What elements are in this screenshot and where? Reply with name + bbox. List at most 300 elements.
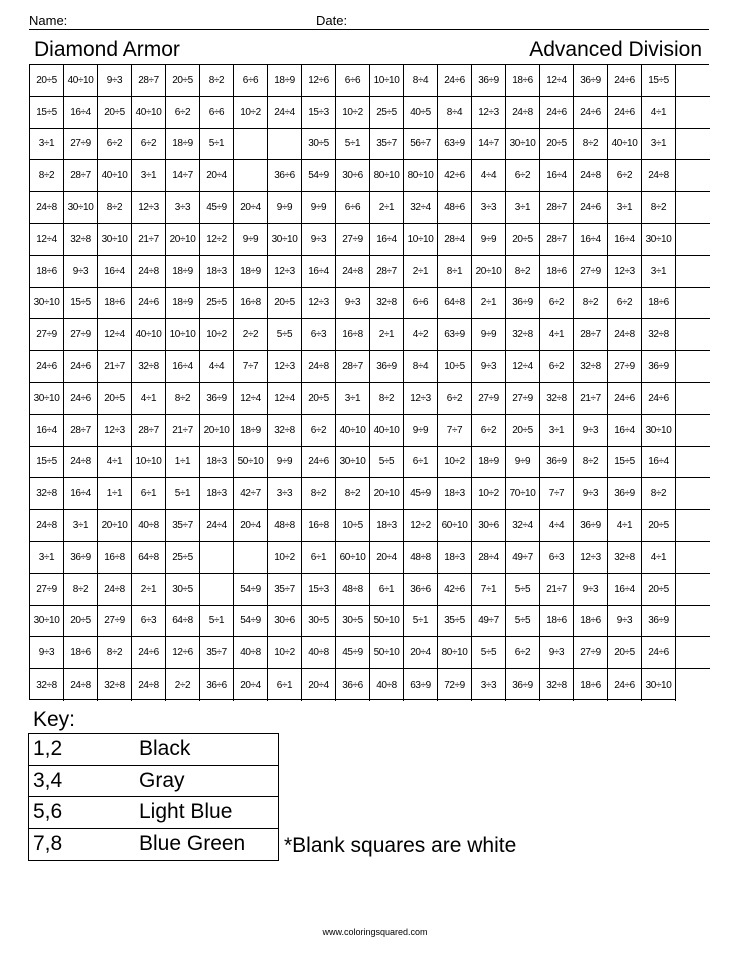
grid-cell: 5÷5 <box>268 319 302 351</box>
grid-cell: 35÷5 <box>438 606 472 638</box>
grid-cell: 10÷5 <box>438 351 472 383</box>
grid-cell: 8÷4 <box>404 351 438 383</box>
grid-cell: 24÷6 <box>540 97 574 129</box>
grid-cell: 63÷9 <box>438 319 472 351</box>
grid-cell: 24÷6 <box>574 192 608 224</box>
grid-cell: 24÷6 <box>608 97 642 129</box>
grid-cell: 32÷8 <box>540 383 574 415</box>
grid-cell: 30÷6 <box>268 606 302 638</box>
grid-cell: 35÷7 <box>268 574 302 606</box>
grid-cell: 4÷2 <box>404 319 438 351</box>
grid-cell: 2÷1 <box>370 192 404 224</box>
grid-cell: 54÷9 <box>234 574 268 606</box>
grid-cell: 14÷7 <box>472 129 506 161</box>
blank-grid-cell <box>676 288 710 320</box>
grid-cell: 80÷10 <box>438 637 472 669</box>
grid-cell: 10÷2 <box>336 97 370 129</box>
grid-cell: 48÷6 <box>438 192 472 224</box>
grid-cell: 18÷9 <box>472 447 506 479</box>
grid-cell: 27÷9 <box>64 129 98 161</box>
grid-cell: 9÷3 <box>574 574 608 606</box>
blank-grid-cell <box>200 574 234 606</box>
grid-cell: 12÷3 <box>574 542 608 574</box>
grid-cell: 4÷1 <box>132 383 166 415</box>
grid-cell: 28÷7 <box>540 224 574 256</box>
grid-cell: 36÷9 <box>608 478 642 510</box>
grid-cell: 4÷1 <box>540 319 574 351</box>
grid-cell: 8÷2 <box>98 192 132 224</box>
grid-cell: 4÷4 <box>472 160 506 192</box>
grid-cell: 16÷4 <box>64 478 98 510</box>
grid-cell: 10÷2 <box>200 319 234 351</box>
grid-cell: 28÷7 <box>574 319 608 351</box>
grid-cell: 28÷7 <box>64 160 98 192</box>
grid-cell: 50÷10 <box>370 637 404 669</box>
grid-cell: 21÷7 <box>132 224 166 256</box>
grid-cell: 24÷6 <box>642 383 676 415</box>
grid-cell: 7÷7 <box>234 351 268 383</box>
grid-cell: 4÷4 <box>200 351 234 383</box>
grid-cell: 16÷4 <box>574 224 608 256</box>
grid-cell: 12÷3 <box>268 256 302 288</box>
grid-cell: 40÷10 <box>336 415 370 447</box>
grid-cell: 24÷6 <box>574 97 608 129</box>
grid-cell: 18÷3 <box>438 478 472 510</box>
grid-cell: 8÷2 <box>64 574 98 606</box>
grid-cell: 9÷3 <box>608 606 642 638</box>
grid-cell: 20÷4 <box>370 542 404 574</box>
grid-cell: 5÷1 <box>404 606 438 638</box>
grid-cell: 12÷4 <box>30 224 64 256</box>
grid-cell: 24÷6 <box>608 669 642 701</box>
grid-cell: 30÷10 <box>506 129 540 161</box>
grid-cell: 40÷10 <box>64 65 98 97</box>
grid-cell: 20÷5 <box>30 65 64 97</box>
grid-cell: 18÷3 <box>200 256 234 288</box>
grid-cell: 18÷3 <box>200 478 234 510</box>
grid-cell: 5÷1 <box>200 129 234 161</box>
key-row <box>29 766 278 798</box>
key-numbers: 7,8 <box>33 832 63 856</box>
blank-grid-cell <box>676 447 710 479</box>
grid-cell: 16÷4 <box>608 415 642 447</box>
grid-cell: 18÷6 <box>98 288 132 320</box>
grid-cell: 70÷10 <box>506 478 540 510</box>
grid-cell: 12÷4 <box>234 383 268 415</box>
grid-cell: 8÷2 <box>98 637 132 669</box>
grid-cell: 8÷2 <box>30 160 64 192</box>
grid-cell: 30÷5 <box>302 129 336 161</box>
grid-cell: 20÷4 <box>234 192 268 224</box>
grid-cell: 30÷5 <box>166 574 200 606</box>
grid-cell: 20÷5 <box>64 606 98 638</box>
grid-cell: 15÷5 <box>30 97 64 129</box>
grid-cell: 5÷1 <box>336 129 370 161</box>
grid-cell: 27÷9 <box>472 383 506 415</box>
grid-cell: 20÷5 <box>302 383 336 415</box>
grid-cell: 24÷6 <box>64 383 98 415</box>
grid-cell: 32÷8 <box>30 478 64 510</box>
grid-cell: 20÷10 <box>472 256 506 288</box>
grid-cell: 20÷5 <box>506 224 540 256</box>
grid-cell: 36÷9 <box>506 669 540 701</box>
grid-cell: 36÷9 <box>574 510 608 542</box>
grid-cell: 24÷8 <box>506 97 540 129</box>
grid-cell: 24÷8 <box>574 160 608 192</box>
blank-grid-cell <box>234 542 268 574</box>
grid-cell: 12÷2 <box>200 224 234 256</box>
grid-cell: 24÷8 <box>132 256 166 288</box>
grid-cell: 30÷10 <box>336 447 370 479</box>
grid-cell: 27÷9 <box>30 319 64 351</box>
key-color: Gray <box>139 768 185 792</box>
grid-cell: 24÷6 <box>30 351 64 383</box>
key-numbers: 1,2 <box>33 737 63 761</box>
grid-cell: 3÷1 <box>608 192 642 224</box>
grid-cell: 28÷7 <box>370 256 404 288</box>
blank-grid-cell <box>676 510 710 542</box>
grid-cell: 10÷2 <box>438 447 472 479</box>
grid-cell: 9÷9 <box>506 447 540 479</box>
grid-cell: 2÷2 <box>166 669 200 701</box>
grid-cell: 30÷10 <box>268 224 302 256</box>
grid-cell: 18÷3 <box>438 542 472 574</box>
grid-cell: 40÷10 <box>132 319 166 351</box>
grid-cell: 16÷8 <box>234 288 268 320</box>
grid-cell: 30÷10 <box>30 288 64 320</box>
grid-cell: 2÷1 <box>370 319 404 351</box>
grid-cell: 24÷8 <box>64 669 98 701</box>
grid-cell: 20÷5 <box>506 415 540 447</box>
grid-cell: 5÷5 <box>506 606 540 638</box>
grid-cell: 6÷1 <box>268 669 302 701</box>
grid-cell: 28÷4 <box>472 542 506 574</box>
grid-cell: 48÷8 <box>336 574 370 606</box>
grid-cell: 18÷9 <box>166 256 200 288</box>
key-row <box>29 734 278 766</box>
grid-cell: 12÷3 <box>132 192 166 224</box>
grid-cell: 49÷7 <box>472 606 506 638</box>
blank-grid-cell <box>676 542 710 574</box>
grid-cell: 8÷2 <box>642 192 676 224</box>
grid-cell: 15÷5 <box>30 447 64 479</box>
grid-cell: 6÷6 <box>200 97 234 129</box>
grid-cell: 3÷1 <box>30 542 64 574</box>
grid-cell: 27÷9 <box>98 606 132 638</box>
grid-cell: 16÷4 <box>98 256 132 288</box>
grid-cell: 18÷3 <box>200 447 234 479</box>
grid-cell: 36÷6 <box>336 669 370 701</box>
grid-cell: 80÷10 <box>370 160 404 192</box>
grid-cell: 20÷10 <box>166 224 200 256</box>
grid-cell: 20÷4 <box>200 160 234 192</box>
blank-grid-cell <box>676 383 710 415</box>
blank-squares-note: *Blank squares are white <box>284 834 517 857</box>
grid-cell: 50÷10 <box>234 447 268 479</box>
grid-cell: 27÷9 <box>574 637 608 669</box>
grid-cell: 9÷9 <box>472 319 506 351</box>
grid-cell: 10÷2 <box>472 478 506 510</box>
grid-cell: 6÷2 <box>608 160 642 192</box>
grid-cell: 3÷3 <box>268 478 302 510</box>
grid-cell: 32÷4 <box>506 510 540 542</box>
grid-cell: 6÷6 <box>336 65 370 97</box>
grid-cell: 24÷6 <box>608 65 642 97</box>
grid-cell: 36÷9 <box>642 351 676 383</box>
grid-cell: 8÷2 <box>302 478 336 510</box>
grid-cell: 18÷6 <box>64 637 98 669</box>
key-label: Key: <box>33 708 76 731</box>
grid-cell: 9÷3 <box>336 288 370 320</box>
grid-cell: 32÷8 <box>98 669 132 701</box>
grid-cell: 18÷6 <box>540 256 574 288</box>
grid-cell: 2÷1 <box>132 574 166 606</box>
grid-cell: 24÷4 <box>268 97 302 129</box>
grid-cell: 30÷10 <box>64 192 98 224</box>
grid-cell: 36÷9 <box>64 542 98 574</box>
grid-cell: 8÷2 <box>370 383 404 415</box>
grid-cell: 9÷9 <box>404 415 438 447</box>
grid-cell: 10÷10 <box>404 224 438 256</box>
grid-cell: 18÷6 <box>642 288 676 320</box>
grid-cell: 45÷9 <box>336 637 370 669</box>
grid-cell: 8÷2 <box>574 129 608 161</box>
grid-cell: 8÷2 <box>574 447 608 479</box>
grid-cell: 18÷9 <box>234 256 268 288</box>
grid-cell: 15÷5 <box>642 65 676 97</box>
grid-cell: 24÷6 <box>132 637 166 669</box>
grid-cell: 3÷3 <box>472 192 506 224</box>
grid-cell: 27÷9 <box>30 574 64 606</box>
grid-cell: 8÷2 <box>336 478 370 510</box>
grid-cell: 6÷2 <box>608 288 642 320</box>
grid-cell: 30÷10 <box>642 415 676 447</box>
grid-cell: 16÷8 <box>302 510 336 542</box>
blank-grid-cell <box>676 606 710 638</box>
grid-cell: 20÷5 <box>642 510 676 542</box>
blank-grid-cell <box>676 574 710 606</box>
blank-grid-cell <box>676 478 710 510</box>
grid-cell: 16÷4 <box>540 160 574 192</box>
blank-grid-cell <box>676 129 710 161</box>
grid-cell: 8÷1 <box>438 256 472 288</box>
grid-cell: 6÷1 <box>404 447 438 479</box>
blank-grid-cell <box>676 160 710 192</box>
grid-cell: 16÷4 <box>370 224 404 256</box>
grid-cell: 3÷1 <box>64 510 98 542</box>
grid-cell: 72÷9 <box>438 669 472 701</box>
grid-cell: 16÷4 <box>608 224 642 256</box>
key-color: Black <box>139 737 191 761</box>
blank-grid-cell <box>676 669 710 701</box>
grid-cell: 18÷6 <box>540 606 574 638</box>
grid-cell: 32÷8 <box>268 415 302 447</box>
grid-cell: 6÷2 <box>166 97 200 129</box>
grid-cell: 42÷7 <box>234 478 268 510</box>
grid-cell: 5÷1 <box>166 478 200 510</box>
grid-cell: 24÷4 <box>200 510 234 542</box>
blank-grid-cell <box>234 129 268 161</box>
grid-cell: 54÷9 <box>234 606 268 638</box>
blank-grid-cell <box>676 319 710 351</box>
grid-cell: 64÷8 <box>166 606 200 638</box>
grid-cell: 60÷10 <box>438 510 472 542</box>
grid-cell: 16÷4 <box>30 415 64 447</box>
grid-cell: 24÷8 <box>64 447 98 479</box>
grid-cell: 36÷6 <box>268 160 302 192</box>
grid-cell: 15÷5 <box>64 288 98 320</box>
grid-cell: 20÷4 <box>234 669 268 701</box>
grid-cell: 16÷8 <box>336 319 370 351</box>
grid-cell: 24÷8 <box>608 319 642 351</box>
grid-cell: 9÷9 <box>302 192 336 224</box>
grid-cell: 36÷9 <box>642 606 676 638</box>
grid-cell: 32÷8 <box>64 224 98 256</box>
grid-cell: 20÷5 <box>98 383 132 415</box>
division-grid <box>29 64 709 700</box>
grid-cell: 36÷6 <box>200 669 234 701</box>
grid-cell: 4÷1 <box>98 447 132 479</box>
grid-cell: 50÷10 <box>370 606 404 638</box>
grid-cell: 9÷3 <box>540 637 574 669</box>
grid-cell: 30÷6 <box>336 160 370 192</box>
grid-cell: 20÷4 <box>234 510 268 542</box>
grid-cell: 3÷1 <box>336 383 370 415</box>
grid-cell: 20÷4 <box>404 637 438 669</box>
grid-cell: 8÷2 <box>506 256 540 288</box>
footer-url: www.coloringsquared.com <box>322 927 428 937</box>
blank-grid-cell <box>676 97 710 129</box>
grid-cell: 9÷3 <box>472 351 506 383</box>
grid-cell: 6÷2 <box>540 351 574 383</box>
grid-cell: 10÷10 <box>132 447 166 479</box>
grid-cell: 10÷10 <box>370 65 404 97</box>
grid-cell: 20÷5 <box>98 97 132 129</box>
grid-cell: 6÷2 <box>302 415 336 447</box>
grid-cell: 27÷9 <box>64 319 98 351</box>
grid-cell: 16÷4 <box>302 256 336 288</box>
grid-cell: 9÷3 <box>98 65 132 97</box>
grid-cell: 36÷6 <box>404 574 438 606</box>
grid-cell: 5÷5 <box>506 574 540 606</box>
grid-cell: 21÷7 <box>98 351 132 383</box>
grid-cell: 8÷2 <box>200 65 234 97</box>
grid-cell: 32÷8 <box>540 669 574 701</box>
grid-cell: 10÷10 <box>166 319 200 351</box>
grid-cell: 32÷8 <box>642 319 676 351</box>
grid-cell: 40÷8 <box>302 637 336 669</box>
grid-cell: 12÷3 <box>268 351 302 383</box>
grid-cell: 40÷8 <box>370 669 404 701</box>
grid-cell: 8÷2 <box>574 288 608 320</box>
grid-cell: 32÷8 <box>30 669 64 701</box>
grid-cell: 9÷9 <box>268 447 302 479</box>
grid-cell: 24÷8 <box>132 669 166 701</box>
grid-cell: 9÷9 <box>234 224 268 256</box>
grid-cell: 32÷8 <box>506 319 540 351</box>
grid-cell: 25÷5 <box>200 288 234 320</box>
grid-cell: 28÷7 <box>132 65 166 97</box>
grid-cell: 48÷8 <box>268 510 302 542</box>
grid-cell: 12÷3 <box>608 256 642 288</box>
grid-cell: 12÷6 <box>166 637 200 669</box>
grid-cell: 12÷4 <box>540 65 574 97</box>
grid-cell: 60÷10 <box>336 542 370 574</box>
grid-cell: 24÷6 <box>132 288 166 320</box>
grid-cell: 30÷10 <box>30 383 64 415</box>
grid-cell: 18÷6 <box>506 65 540 97</box>
grid-cell: 24÷6 <box>642 637 676 669</box>
key-color: Blue Green <box>139 832 246 856</box>
grid-cell: 21÷7 <box>574 383 608 415</box>
grid-cell: 10÷2 <box>268 637 302 669</box>
grid-cell: 32÷8 <box>132 351 166 383</box>
grid-cell: 24÷8 <box>30 192 64 224</box>
grid-cell: 40÷10 <box>132 97 166 129</box>
blank-grid-cell <box>268 129 302 161</box>
header-rule <box>29 29 709 30</box>
grid-cell: 9÷3 <box>574 415 608 447</box>
grid-cell: 16÷4 <box>166 351 200 383</box>
grid-cell: 4÷1 <box>642 97 676 129</box>
grid-cell: 12÷3 <box>302 288 336 320</box>
grid-cell: 20÷5 <box>608 637 642 669</box>
grid-cell: 40÷10 <box>370 415 404 447</box>
grid-cell: 36÷9 <box>540 447 574 479</box>
grid-cell: 35÷7 <box>370 129 404 161</box>
grid-cell: 16÷4 <box>608 574 642 606</box>
grid-cell: 3÷3 <box>166 192 200 224</box>
grid-cell: 28÷7 <box>336 351 370 383</box>
grid-cell: 7÷7 <box>540 478 574 510</box>
grid-cell: 36÷9 <box>472 65 506 97</box>
grid-cell: 30÷5 <box>336 606 370 638</box>
grid-cell: 56÷7 <box>404 129 438 161</box>
grid-cell: 32÷8 <box>608 542 642 574</box>
grid-cell: 64÷8 <box>438 288 472 320</box>
grid-cell: 8÷4 <box>438 97 472 129</box>
grid-cell: 12÷3 <box>404 383 438 415</box>
grid-cell: 20÷4 <box>302 669 336 701</box>
grid-cell: 54÷9 <box>302 160 336 192</box>
grid-cell: 10÷5 <box>336 510 370 542</box>
grid-cell: 16÷4 <box>642 447 676 479</box>
grid-cell: 1÷1 <box>98 478 132 510</box>
grid-cell: 27÷9 <box>608 351 642 383</box>
grid-cell: 3÷1 <box>506 192 540 224</box>
color-key-table <box>28 733 279 861</box>
grid-cell: 12÷4 <box>268 383 302 415</box>
grid-cell: 6÷1 <box>132 478 166 510</box>
blank-grid-cell <box>676 637 710 669</box>
grid-cell: 28÷4 <box>438 224 472 256</box>
blank-grid-cell <box>676 224 710 256</box>
grid-cell: 7÷1 <box>472 574 506 606</box>
grid-cell: 18÷9 <box>166 288 200 320</box>
grid-cell: 6÷2 <box>540 288 574 320</box>
grid-cell: 18÷3 <box>370 510 404 542</box>
grid-cell: 6÷6 <box>234 65 268 97</box>
grid-cell: 15÷5 <box>608 447 642 479</box>
grid-cell: 9÷3 <box>574 478 608 510</box>
grid-cell: 30÷10 <box>642 224 676 256</box>
grid-cell: 32÷4 <box>404 192 438 224</box>
grid-cell: 5÷1 <box>200 606 234 638</box>
grid-cell: 10÷2 <box>234 97 268 129</box>
grid-cell: 32÷8 <box>370 288 404 320</box>
grid-cell: 5÷5 <box>370 447 404 479</box>
grid-cell: 45÷9 <box>200 192 234 224</box>
